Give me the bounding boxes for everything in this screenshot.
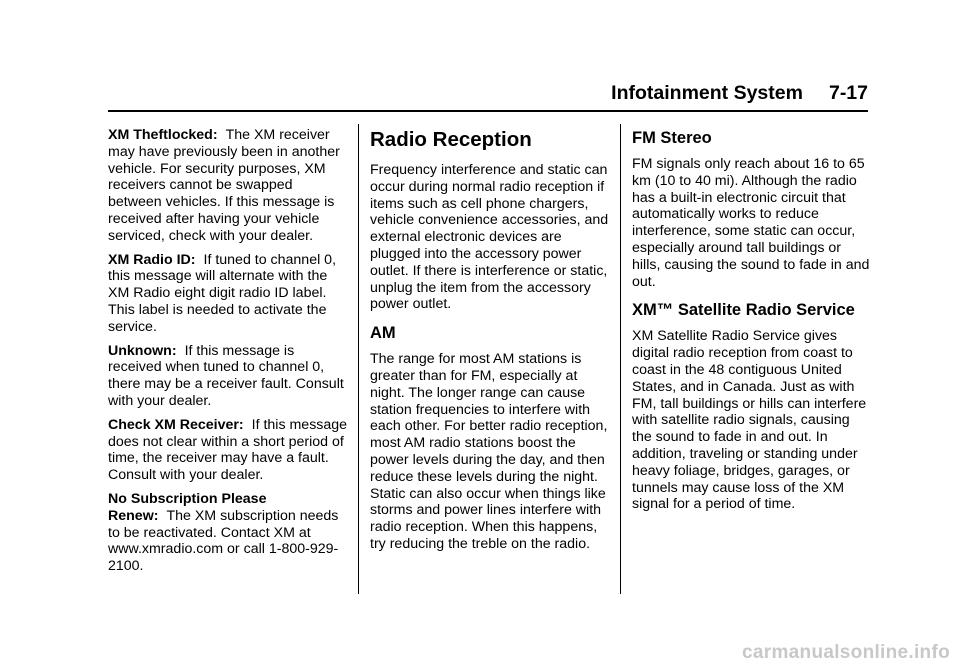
definition-term: XM Radio ID: (108, 251, 196, 268)
am-text: The range for most AM stations is greater than for FM, especially at night. The longer range can cause station frequencies to interfere with each other. For better radio reception, most AM radio stations boost the power levels during the day, and then reduce these levels during the night. Static can also occur when things like storms and power lines interfere with radio reception. When this happens, try reducing the treble on the radio. (370, 351, 608, 552)
definition-text: The XM subscription needs to be reactivated. Contact XM at www.xmradio.com or call 1-800-929-2100. (108, 507, 339, 575)
definition-item (108, 127, 348, 245)
column-3 (632, 127, 872, 520)
definition-term: No Subscription Please Renew: (108, 490, 267, 524)
definition-text: If this message does not clear within a short period of time, the receiver may have a fault. Consult with your dealer. (108, 416, 348, 484)
definition-item (108, 343, 348, 410)
watermark: carmanualsonline.info (742, 642, 950, 663)
column-1 (108, 127, 348, 582)
fm-stereo-heading: FM Stereo (632, 129, 712, 147)
definition-term: Check XM Receiver: (108, 416, 244, 433)
section-title: Infotainment System (611, 82, 803, 104)
column-2 (370, 127, 610, 560)
xm-satellite-heading: XM™ Satellite Radio Service (632, 301, 855, 320)
column-divider (620, 124, 621, 594)
definition-item (108, 491, 348, 575)
radio-reception-text: Frequency interference and static can occur during normal radio reception if items such as cell phone chargers, vehicle convenience accessories, and external electronic devices are plugged into the accessory power outlet. If there is interference or static, unplug the item from the accessory power outlet. (370, 162, 609, 313)
definition-term: XM Theftlocked: (108, 127, 218, 143)
definition-item (108, 252, 348, 336)
definition-text: The XM receiver may have previously been in another vehicle. For security purposes, XM receivers cannot be swapped between vehicles. If this message is received after having your vehicle serviced, check with your dealer. (108, 127, 340, 244)
column-divider (358, 124, 359, 594)
header-rule (108, 110, 868, 112)
page-header (611, 82, 868, 105)
page-number: 7-17 (828, 82, 868, 104)
definition-text: If tuned to channel 0, this message will alternate with the XM Radio eight digit radio ID label. This label is needed to activate the service. (108, 251, 337, 335)
xm-satellite-text: XM Satellite Radio Service gives digital radio reception from coast to coast in the 48 contiguous United States, and in Canada. Just as with FM, tall buildings or hills can interfere with satellite radio signals, causing the sound to fade in and out. In addition, traveling or standing under heavy foliage, bridges, garages, or tunnels may cause loss of the XM signal for a period of time. (632, 328, 867, 513)
fm-stereo-text: FM signals only reach about 16 to 65 km (10 to 40 mi). Although the radio has a built-in electronic circuit that automatically works to reduce interference, some static can occur, especially around tall buildings or hills, causing the sound to fade in and out. (632, 156, 870, 290)
definition-text: If this message is received when tuned to channel 0, there may be a receiver fault. Consult with your dealer. (108, 342, 344, 409)
definition-term: Unknown: (108, 342, 177, 359)
am-heading: AM (370, 324, 396, 343)
definition-item (108, 417, 348, 484)
radio-reception-heading: Radio Reception (370, 128, 532, 151)
